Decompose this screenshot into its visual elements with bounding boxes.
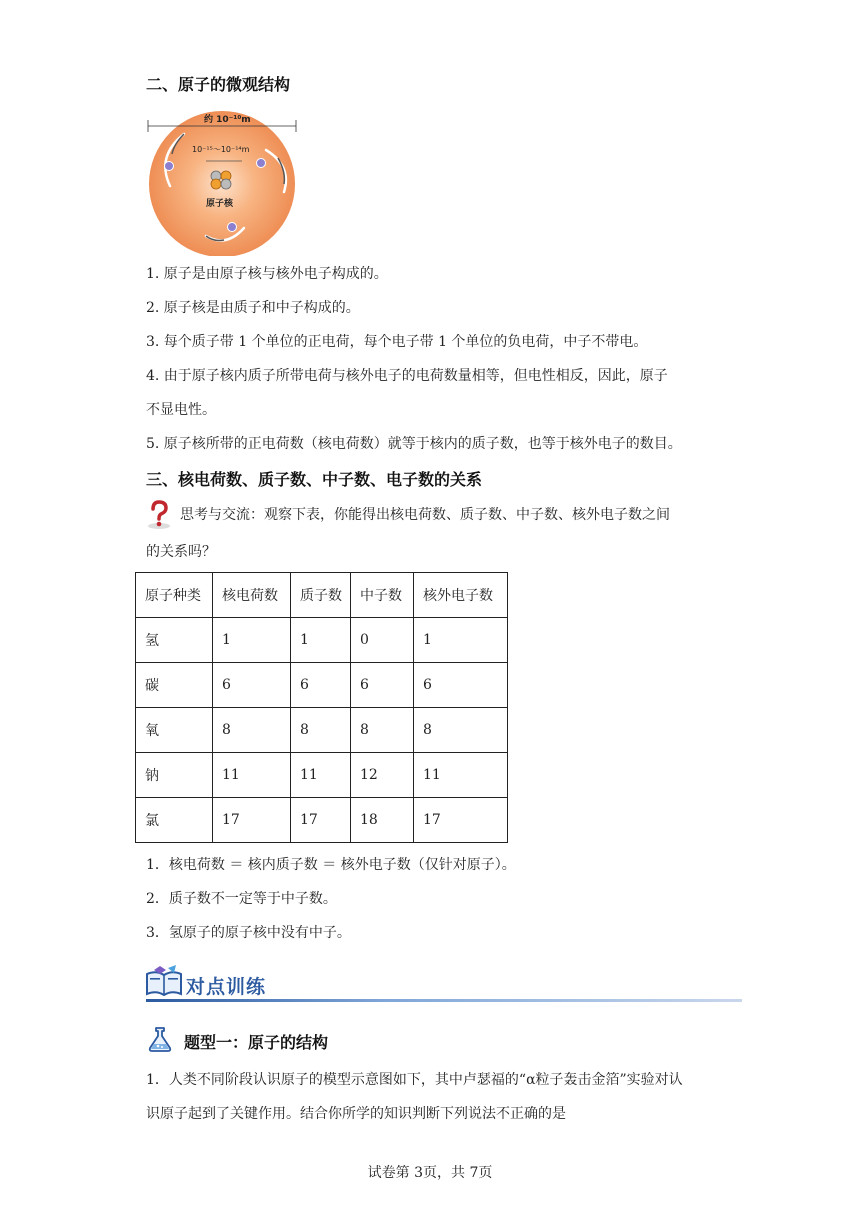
table-cell: 8 (414, 708, 508, 753)
question-1-line2: 识原子起到了关键作用。结合你所学的知识判断下列说法不正确的是 (146, 1106, 566, 1122)
table-header: 原子种类 (136, 573, 213, 618)
table-cell: 11 (291, 753, 351, 798)
point-4-cont: 不显电性。 (146, 402, 216, 418)
table-cell: 6 (414, 663, 508, 708)
table-header: 核外电子数 (414, 573, 508, 618)
atom-diagram (144, 104, 304, 256)
table-header: 核电荷数 (213, 573, 291, 618)
book-icon (144, 964, 184, 1000)
point-1: 1. 原子是由原子核与核外电子构成的。 (146, 266, 388, 282)
question-1-line1: 1．人类不同阶段认识原子的模型示意图如下，其中卢瑟福的“α粒子轰击金箔”实验对认 (146, 1072, 683, 1088)
electron-1 (165, 162, 174, 171)
practice-banner-title: 对点训练 (186, 976, 267, 998)
think-discuss-line1: 思考与交流：观察下表，你能得出核电荷数、质子数、中子数、核外电子数之间 (180, 507, 670, 523)
electron-2 (257, 159, 266, 168)
table-cell: 18 (351, 798, 414, 843)
table-cell: 8 (291, 708, 351, 753)
table-row (136, 618, 508, 663)
table-cell: 0 (351, 618, 414, 663)
question-type-title: 题型一：原子的结构 (184, 1033, 329, 1052)
table-cell: 氧 (136, 708, 213, 753)
table-cell: 8 (213, 708, 291, 753)
section-title-relationships: 三、核电荷数、质子数、中子数、电子数的关系 (146, 470, 483, 489)
conclusion-3: 3．氢原子的原子核中没有中子。 (146, 925, 351, 941)
table-cell: 6 (291, 663, 351, 708)
flask-icon (146, 1025, 174, 1053)
table-cell: 1 (213, 618, 291, 663)
table-cell: 11 (414, 753, 508, 798)
nucleus-size-label: 10⁻¹⁵～10⁻¹⁴m (192, 145, 250, 154)
table-row (136, 708, 508, 753)
table-row (136, 753, 508, 798)
table-cell: 17 (414, 798, 508, 843)
atom-size-label: 约 10⁻¹⁰m (204, 115, 251, 125)
point-2: 2. 原子核是由质子和中子构成的。 (146, 300, 360, 316)
table-cell: 氢 (136, 618, 213, 663)
table-cell: 17 (213, 798, 291, 843)
table-header-row (136, 573, 508, 618)
atom-data-table (135, 572, 508, 843)
conclusion-2: 2．质子数不一定等于中子数。 (146, 891, 337, 907)
page-footer: 试卷第 3页，共 7页 (367, 1165, 493, 1181)
table-row (136, 798, 508, 843)
table-cell: 6 (213, 663, 291, 708)
table-header: 中子数 (351, 573, 414, 618)
table-cell: 11 (213, 753, 291, 798)
point-3: 3. 每个质子带 1 个单位的正电荷，每个电子带 1 个单位的负电荷，中子不带电。 (146, 334, 648, 350)
section-title-atomic-structure: 二、原子的微观结构 (146, 75, 291, 94)
banner-underline (146, 999, 742, 1002)
table-cell: 17 (291, 798, 351, 843)
table-cell: 氯 (136, 798, 213, 843)
nucleus-label: 原子核 (206, 199, 234, 209)
table-row (136, 663, 508, 708)
table-header: 质子数 (291, 573, 351, 618)
question-mark-icon (146, 500, 172, 530)
table-cell: 6 (351, 663, 414, 708)
table-cell: 1 (291, 618, 351, 663)
table-cell: 1 (414, 618, 508, 663)
table-cell: 钠 (136, 753, 213, 798)
table-cell: 8 (351, 708, 414, 753)
point-5: 5. 原子核所带的正电荷数（核电荷数）就等于核内的质子数，也等于核外电子的数目。 (146, 436, 682, 452)
table-cell: 12 (351, 753, 414, 798)
table-cell: 碳 (136, 663, 213, 708)
point-4: 4. 由于原子核内质子所带电荷与核外电子的电荷数量相等，但电性相反，因此，原子 (146, 368, 668, 384)
electron-3 (228, 223, 237, 232)
conclusion-1: 1．核电荷数 ＝ 核内质子数 ＝ 核外电子数（仅针对原子）。 (146, 857, 516, 873)
think-discuss-line2: 的关系吗？ (146, 544, 216, 560)
